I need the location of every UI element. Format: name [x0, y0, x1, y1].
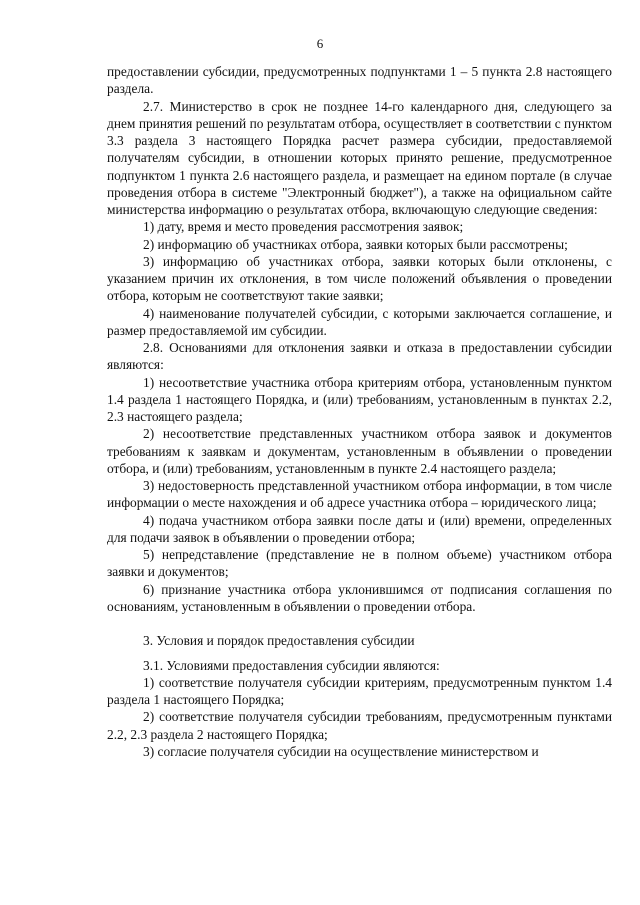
paragraph-continuation: предоставлении субсидии, предусмотренных подпунктами 1 – 5 пункта 2.8 настоящего раздела.: [107, 64, 612, 97]
list-item: 1) соответствие получателя субсидии критериям, предусмотренным пунктом 1.4 раздела 1 настоящего Порядка;: [107, 674, 612, 707]
clause-3-1: 3.1. Условиями предоставления субсидии являются:: [143, 657, 440, 673]
document-body: [107, 63, 612, 760]
clause-2-8: 2.8. Основаниями для отклонения заявки и отказа в предоставлении субсидии являются:: [107, 340, 612, 373]
list-item: 5) непредставление (представление не в полном объеме) участником отбора заявки и документов;: [107, 547, 612, 580]
list-item: 1) дату, время и место проведения рассмотрения заявок;: [143, 219, 464, 235]
list-item: 2) несоответствие представленных участником отбора заявок и документов требованиям к заявкам и документам, установленным в объявлении о проведении отбора, и (или) требованиям, установленным в пункте 2.4 настоящего раздела;: [107, 426, 612, 476]
list-item: 3) недостоверность представленной участником отбора информации, в том числе информации о месте нахождения и об адресе участника отбора – юридического лица;: [107, 478, 612, 511]
list-item: 3) согласие получателя субсидии на осуществление министерством и: [143, 743, 539, 759]
list-item: 1) несоответствие участника отбора критериям отбора, установленным пунктом 1.4 раздела 1 настоящего Порядка, и (или) требованиям, установленным в пунктах 2.2, 2.3 настоящего раздела;: [107, 374, 612, 424]
list-item: 6) признание участника отбора уклонившимся от подписания соглашения по основаниям, установленным в объявлении о проведении отбора.: [107, 581, 612, 614]
list-item: 2) информацию об участниках отбора, заявки которых были рассмотрены;: [143, 236, 568, 252]
list-item: 4) наименование получателей субсидии, с которыми заключается соглашение, и размер предоставляемой им субсидии.: [107, 305, 612, 338]
section-heading: 3. Условия и порядок предоставления субсидии: [143, 633, 415, 649]
list-item: 2) соответствие получателя субсидии требованиям, предусмотренным пунктами 2.2, 2.3 раздела 2 настоящего Порядка;: [107, 709, 612, 742]
page-number: 6: [316, 36, 324, 51]
list-item: 4) подача участником отбора заявки после даты и (или) времени, определенных для подачи заявок в объявлении о проведении отбора;: [107, 512, 612, 545]
list-item: 3) информацию об участниках отбора, заявки которых были отклонены, с указанием причин их отклонения, в том числе положений объявления о проведении отбора, которым не соответствуют такие заявки;: [107, 253, 612, 304]
clause-2-7: 2.7. Министерство в срок не позднее 14-го календарного дня, следующего за днем принятия решений по результатам отбора, осуществляет в соответствии с пунктом 3.3 раздела 3 настоящего Порядка расчет размера субсидии, предоставляемой получателям субсидии, в отношении которых принято решение, предусмотренное подпунктом 1 пункта 2.6 настоящего раздела, и размещает на едином портале (в случае проведения отбора в системе "Электронный бюджет"), а также на официальном сайте министерства информацию о результатах отбора, включающую следующие сведения:: [107, 98, 612, 217]
